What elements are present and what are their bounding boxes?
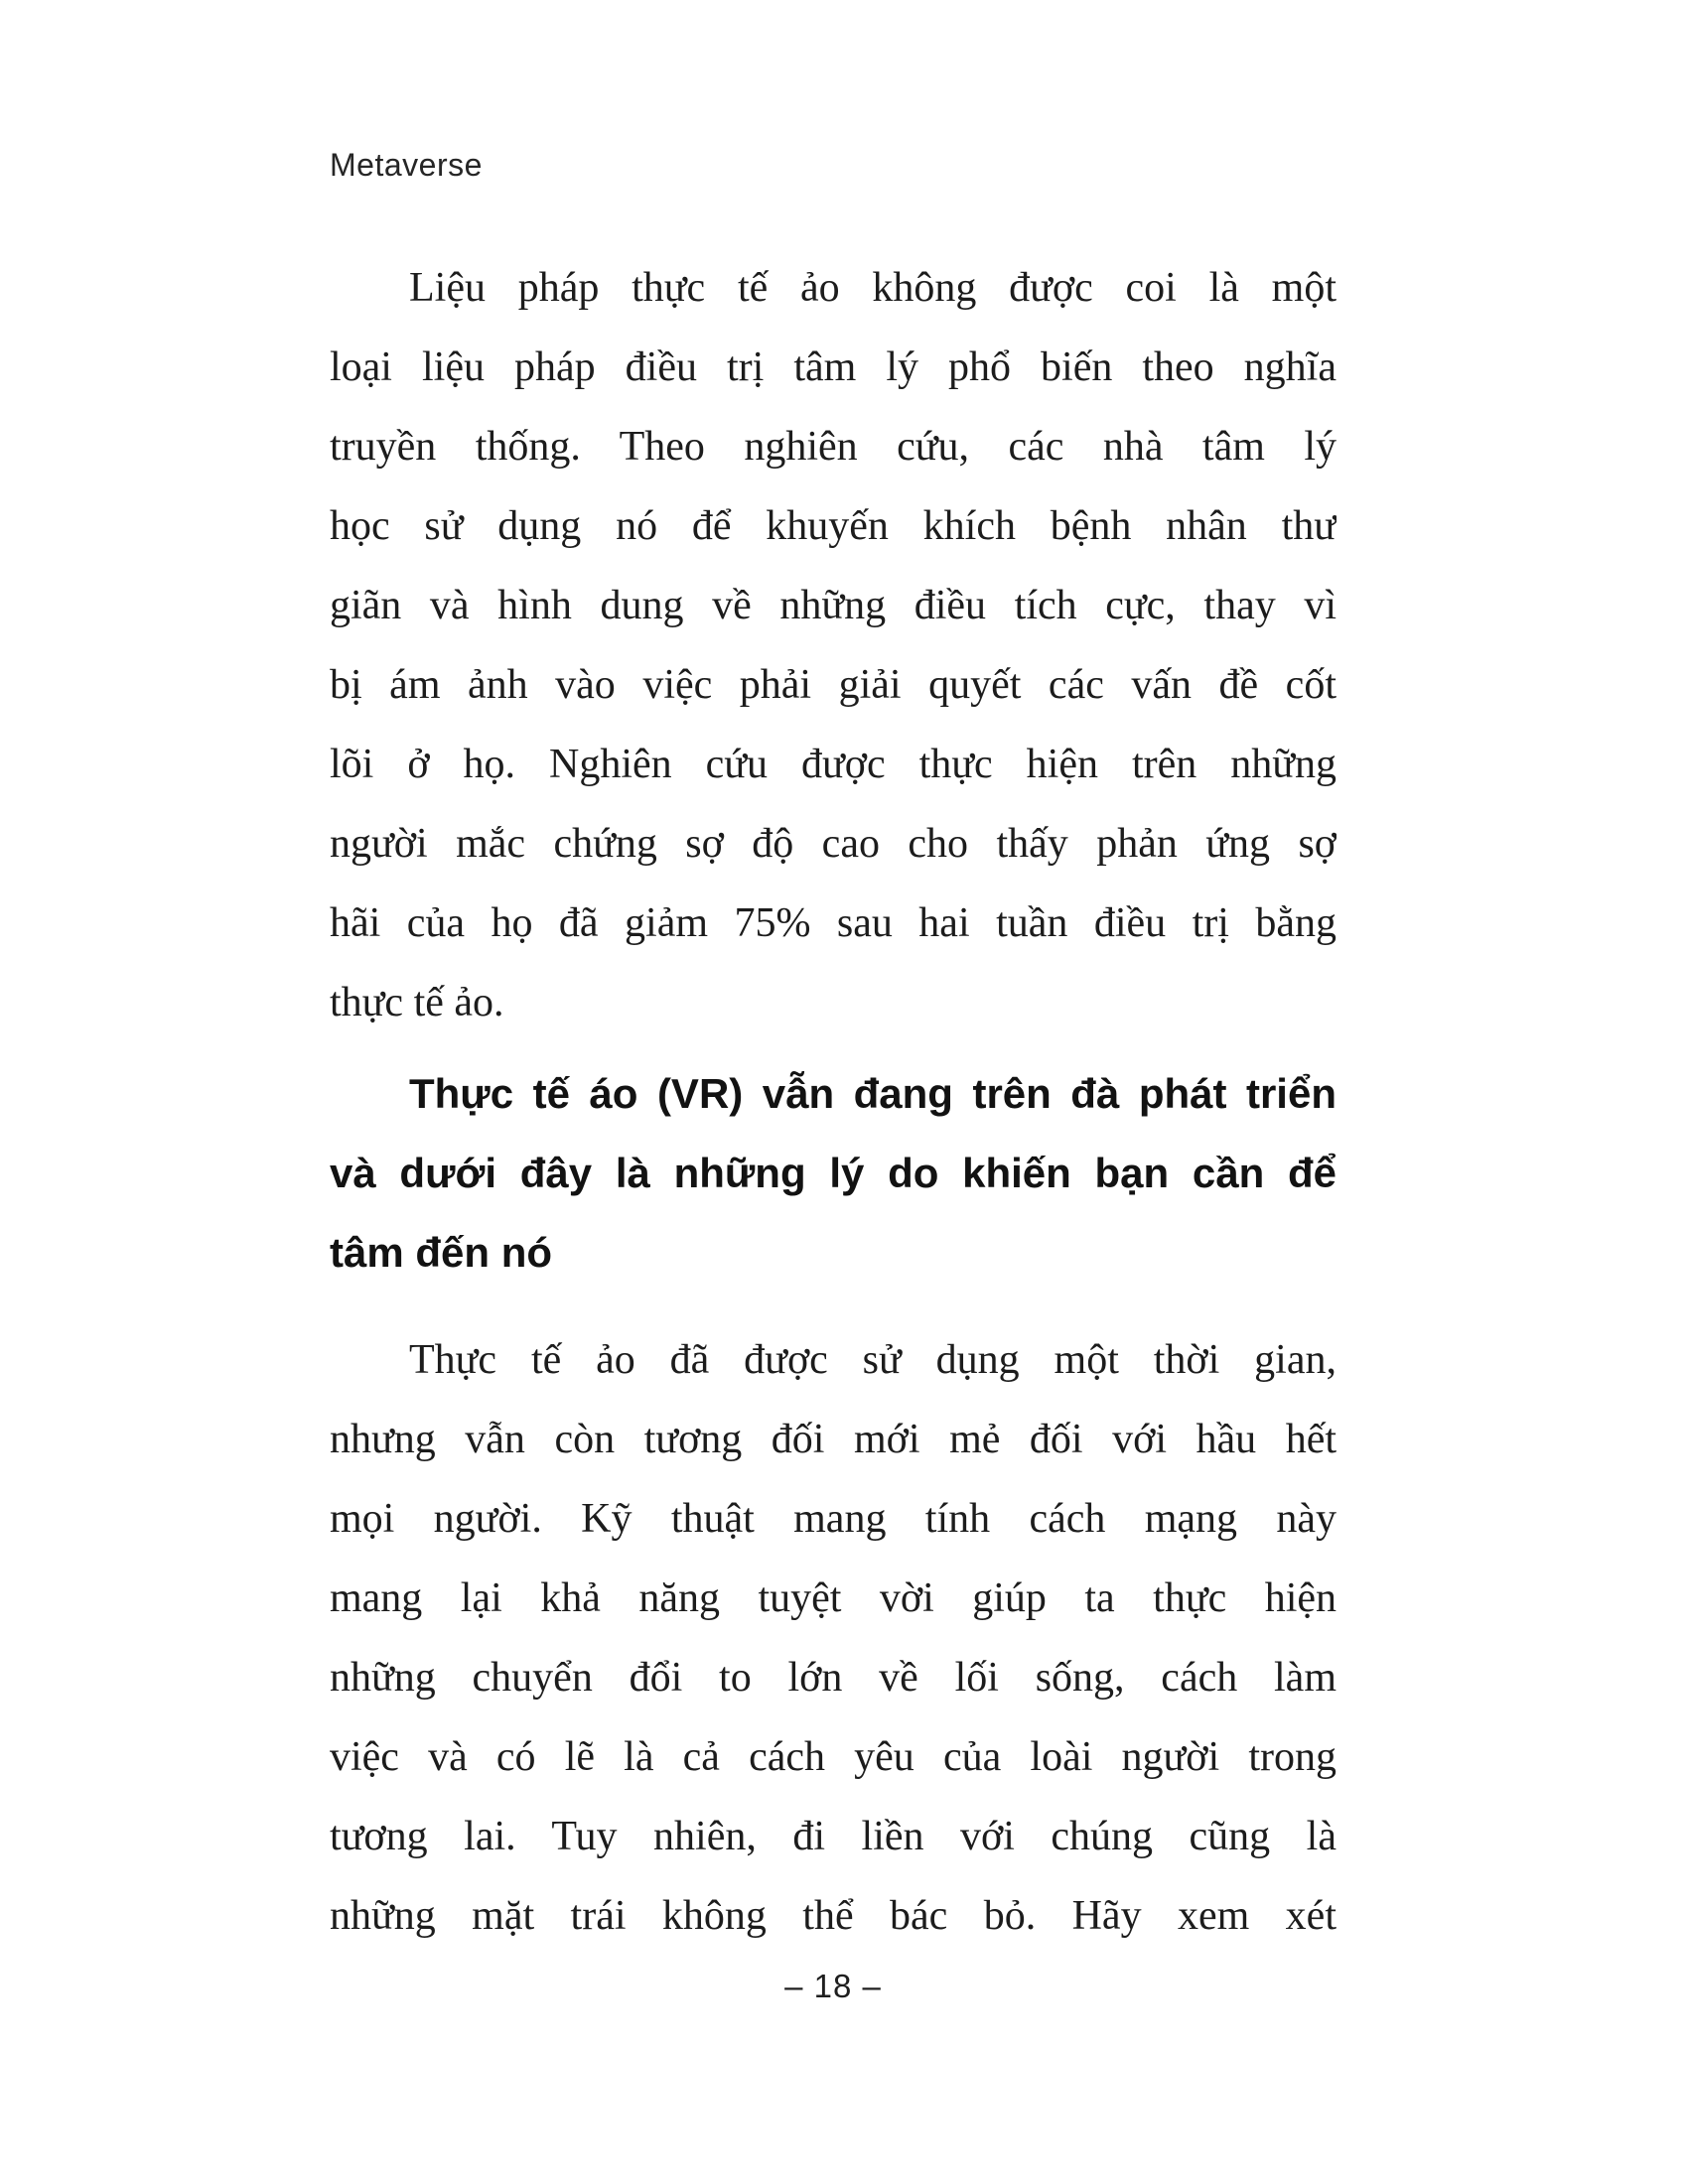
text-column bbox=[330, 248, 1336, 1956]
section-heading-line: và dưới đây là những lý do khiến bạn cần để bbox=[330, 1150, 1336, 1196]
body-paragraph-line: thực tế ảo. bbox=[330, 980, 504, 1025]
body-paragraph-line: giãn và hình dung về những điều tích cực, thay vì bbox=[330, 583, 1336, 628]
section-heading bbox=[330, 1054, 1336, 1293]
body-paragraph-line: mang lại khả năng tuyệt vời giúp ta thực hiện bbox=[330, 1575, 1336, 1621]
body-paragraph-line: loại liệu pháp điều trị tâm lý phổ biến theo nghĩa bbox=[330, 344, 1336, 390]
body-paragraph bbox=[330, 248, 1336, 1042]
body-paragraph bbox=[330, 1320, 1336, 1956]
body-paragraph-line: truyền thống. Theo nghiên cứu, các nhà tâm lý bbox=[330, 424, 1336, 470]
section-heading-line: Thực tế áo (VR) vẫn đang trên đà phát triển bbox=[409, 1070, 1336, 1117]
running-header: Metaverse bbox=[330, 147, 483, 183]
section-heading-line: tâm đến nó bbox=[330, 1229, 553, 1276]
body-paragraph-line: những chuyển đổi to lớn về lối sống, cách làm bbox=[330, 1655, 1336, 1701]
body-paragraph-line: người mắc chứng sợ độ cao cho thấy phản ứng sợ bbox=[330, 821, 1336, 867]
body-paragraph-line: mọi người. Kỹ thuật mang tính cách mạng này bbox=[330, 1496, 1336, 1542]
body-paragraph-line: việc và có lẽ là cả cách yêu của loài người trong bbox=[330, 1734, 1336, 1780]
body-paragraph-line: bị ám ảnh vào việc phải giải quyết các vấn đề cốt bbox=[330, 662, 1336, 708]
body-paragraph-line: những mặt trái không thể bác bỏ. Hãy xem xét bbox=[330, 1893, 1336, 1939]
page-number: – 18 – bbox=[784, 1968, 882, 2004]
body-paragraph-line: lõi ở họ. Nghiên cứu được thực hiện trên những bbox=[330, 742, 1336, 787]
body-paragraph-line: Thực tế ảo đã được sử dụng một thời gian, bbox=[409, 1337, 1336, 1383]
body-paragraph-line: Liệu pháp thực tế ảo không được coi là một bbox=[409, 265, 1336, 311]
body-paragraph-line: học sử dụng nó để khuyến khích bệnh nhân thư bbox=[330, 503, 1336, 549]
body-paragraph-line: tương lai. Tuy nhiên, đi liền với chúng cũng là bbox=[330, 1814, 1336, 1859]
body-paragraph-line: hãi của họ đã giảm 75% sau hai tuần điều trị bằng bbox=[330, 900, 1336, 946]
body-paragraph-line: nhưng vẫn còn tương đối mới mẻ đối với hầu hết bbox=[330, 1417, 1336, 1462]
